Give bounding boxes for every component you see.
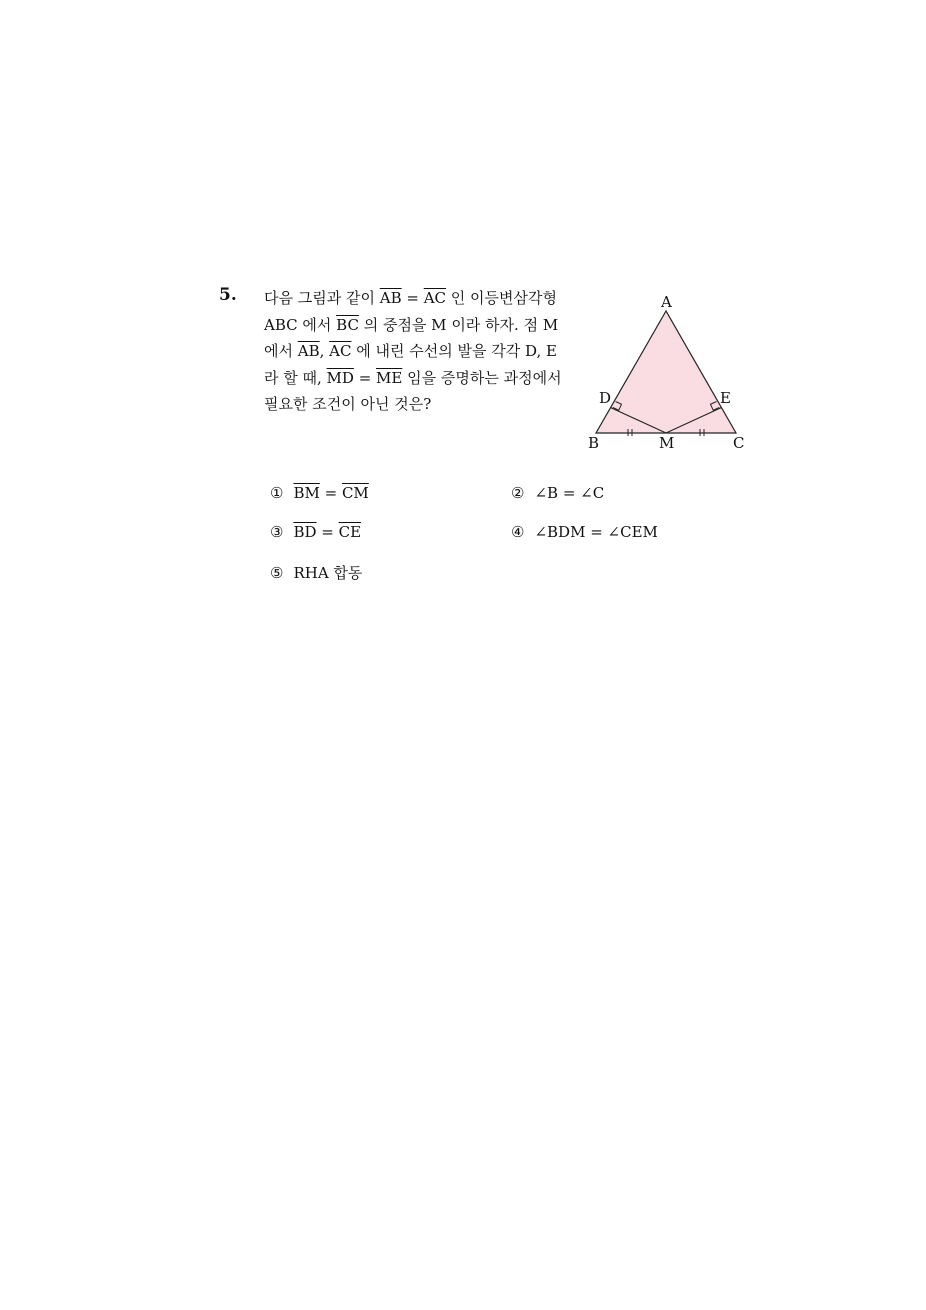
segment-bd: $\overline{BD}$ [293, 523, 317, 541]
problem-number: 5. [219, 285, 237, 305]
text-span: 의 중점을 M 이라 하자. 점 M [358, 315, 559, 334]
segment-ce: $\overline{CE}$ [338, 523, 362, 541]
choice-4[interactable] [511, 523, 658, 541]
segment-bm: $\overline{BM}$ [293, 484, 320, 502]
segment-ab: $\overline{AB}$ [379, 289, 402, 307]
text-span: RHA 합동 [293, 564, 363, 582]
choice-1[interactable] [270, 484, 369, 502]
choice-3[interactable] [270, 523, 361, 541]
label-m: M [659, 434, 675, 452]
question-line [264, 312, 584, 339]
segment-me: $\overline{ME}$ [376, 368, 403, 387]
choice-number: ① [270, 484, 284, 502]
segment-md: $\overline{MD}$ [326, 368, 354, 387]
text-span: 필요한 조건이 아닌 것은? [264, 395, 432, 413]
label-a: A [661, 293, 672, 311]
question-line [264, 285, 584, 312]
text-span: ∠B = ∠C [534, 484, 605, 502]
choice-number: ⑤ [270, 564, 284, 582]
segment-ac: $\overline{AC}$ [423, 289, 447, 307]
segment-ac: $\overline{AC}$ [329, 342, 352, 360]
text-span: 다음 그림과 같이 [264, 289, 380, 307]
text-span: ∠BDM = ∠CEM [534, 523, 658, 541]
segment-ab: $\overline{AB}$ [297, 342, 320, 360]
text-span: 에서 [264, 342, 298, 360]
text-span: , [319, 342, 330, 360]
triangle-abc [596, 311, 736, 433]
text-span: 라 할 때, [264, 368, 327, 387]
label-e: E [720, 389, 731, 407]
choice-number: ③ [270, 523, 284, 541]
question-line [264, 391, 584, 418]
text-span: 임을 증명하는 과정에서 [402, 368, 562, 387]
question-line [264, 338, 584, 365]
question-line [264, 365, 584, 392]
choice-5[interactable] [270, 562, 362, 583]
triangle-figure [585, 290, 755, 460]
label-c: C [733, 434, 745, 452]
choice-number: ② [511, 484, 525, 502]
choice-2[interactable] [511, 484, 604, 502]
segment-cm: $\overline{CM}$ [341, 484, 369, 502]
question-text [264, 285, 584, 418]
triangle-diagram [585, 290, 755, 460]
text-span: = [319, 484, 342, 502]
segment-bc: $\overline{BC}$ [336, 315, 359, 334]
text-span: ABC 에서 [264, 315, 337, 334]
text-span: = [353, 368, 377, 387]
label-b: B [588, 434, 600, 452]
text-span: 인 이등변삼각형 [446, 289, 557, 307]
text-span: = [401, 289, 424, 307]
text-span: = [316, 523, 339, 541]
text-span: 에 내린 수선의 발을 각각 D, E [351, 342, 557, 360]
choice-number: ④ [511, 523, 525, 541]
label-d: D [599, 389, 612, 407]
